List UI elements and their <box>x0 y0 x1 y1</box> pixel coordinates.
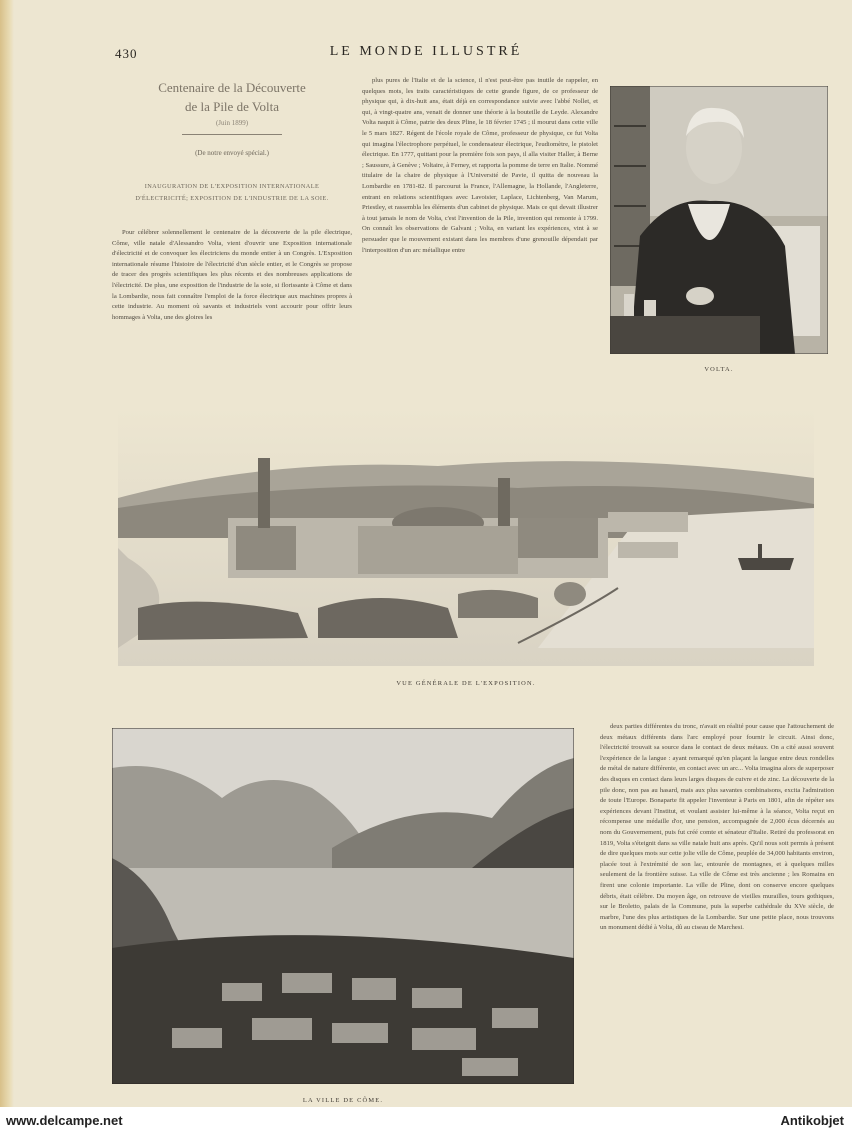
article-subtitle-line1: INAUGURATION DE L'EXPOSITION INTERNATIONALE <box>144 183 320 190</box>
exposition-engraving <box>118 408 814 666</box>
listing-watermark-bar <box>0 1107 852 1131</box>
article-title <box>112 78 352 116</box>
como-view-figure <box>112 728 574 1084</box>
article-correspondent: (De notre envoyé spécial.) <box>195 149 269 157</box>
article-subtitle-line2: D'ÉLECTRICITÉ; EXPOSITION DE L'INDUSTRIE DE LA SOIE. <box>135 195 329 202</box>
page-binding-edge <box>0 0 14 1131</box>
article-column-3 <box>600 722 834 1092</box>
article-column-2 <box>362 76 598 378</box>
como-caption: LA VILLE DE CÔME. <box>302 1097 384 1104</box>
volta-portrait-figure <box>610 86 828 354</box>
column-2-text: plus pures de l'Italie et de la science, il n'est peut-être pas inutile de rappeler, en quelques mots, les traits caractéristiques de cette grande figure, de ce professeur de physique qui, à dix-huit ans, était déjà en correspondance suivie avec l'abbé Nollet, et qui, à vingt-quatre ans, venait de donner une théorie à la bouteille de Leyde. Alexandre Volta naquit à Côme, patrie des deux Pline, le 18 février 1745 ; il mourut dans cette ville le 5 mars 1827. Régent de l'école royale de Côme, professeur de physique, ce fut Volta qui imagina l'électrophore perpétuel, le condensateur électrique, l'eudiomètre, le pistolet électrique. En 1777, quittant pour la première fois son pays, il alla visiter Haller, à Berne ; Saussure, à Genève ; Voltaire, à Ferney, et rapporta la pomme de terre en Italie. Nommé titulaire de la chaire de physique à l'Université de Pavie, il quitta de nouveau la Lombardie en 1781-82. Il parcourut la France, l'Allemagne, la Hollande, l'Angleterre, entrant en relations scientifiques avec Lavoisier, Laplace, Lichtenberg, Van Marum, Priestley, et rassembla les éléments d'un cabinet de physique. Mais ce qui devait illustrer à tout jamais le nom de Volta, c'est l'invention de la Pile, invention qui remonte à 1799. On connaît les observations de Galvani ; Volta, en variant les expériences, vint à se persuader que le mouvement existant dans les membres d'une grenouille dépendait par l'interposition d'un arc métallique entre <box>362 77 598 254</box>
exposition-view-figure <box>118 408 814 666</box>
column-3-text: deux parties différentes du tronc, n'avait en réalité pour cause que l'attouchement de deux métaux différents dans l'arc employé pour fournir le circuit. Ainsi donc, l'électricité trouvait sa source dans le contact de deux métaux. On a cité aussi souvent l'expérience de la langue : ayant remarqué qu'en plaçant la langue entre deux rondelles de métal de nature différente, en contact avec un arc... Volta imagina alors de superposer des disques en contact dans leurs larges disques de cuivre et de zinc. La découverte de la pile donc, non pas au hasard, mais aux plus savantes combinaisons, excita l'admiration de toute l'Europe. Bonaparte fit appeler l'inventeur à Paris en 1801, afin de répéter ses expériences devant l'Institut, et voulant assister lui-même à la séance, Volta reçut en récompense une médaille d'or, une pension, accompagnée de 2,000 écus décernés au nom du Gouvernement, puis fut créé comte et sénateur d'Italie. Retiré du professorat en 1819, Volta s'éteignit dans sa ville natale huit ans après. Qu'il nous soit permis à présent de dire quelques mots sur cette jolie ville de Côme, peuplée de 34,000 habitants environ, placée tout à l'extrémité de son lac, entourée de montagnes, et à quelques milles seulement de la frontière suisse. La ville de Côme est très ancienne ; les Romains en firent une colonie importante. La ville de Pline, dont on conserve encore quelques débris, était célèbre. Du moyen âge, on retrouve de vieilles murailles, tours gothiques, sur le Broletto, palais de la Commune, puis la superbe cathédrale du XVe siècle, de marbre, l'une des plus artistiques de la Lombardie. Sur une petite place, nous trouvons un monument dédié à Volta, dû au ciseau de Marchesi. <box>600 723 834 932</box>
article-title-line2: de la Pile de Volta <box>184 99 280 114</box>
article-subtitle <box>112 181 352 205</box>
page-number: 430 <box>115 46 138 61</box>
column-1-text: Pour célébrer solennellement le centenaire de la découverte de la pile électrique, Côme, ville natale d'Alessandro Volta, vient d'ouvrir une Exposition internationale d'électricité et de convoquer les électriciens du monde entier à un Congrès. L'Exposition internationale résume l'histoire de l'électricité d'un siècle entier, et le Congrès se propose de tracer des progrès scientifiques les plus récents et des nombreuses applications de l'électricité. De plus, une exposition de l'industrie de la soie, si florissante à Côme et dans la Lombardie, nous fait connaître l'emploi de la force électrique aux machines propres à cette industrie. Au moment où savants et industriels vont accourir pour offrir leurs hommages à Volta, une des gloires les <box>112 229 352 321</box>
heading-rule <box>182 134 282 135</box>
delcampe-watermark: www.delcampe.net <box>6 1113 123 1128</box>
article-date: (Juin 1899) <box>215 119 249 127</box>
como-photograph <box>112 728 574 1084</box>
exposition-caption: VUE GÉNÉRALE DE L'EXPOSITION. <box>396 680 536 687</box>
antikobjet-watermark: Antikobjet <box>780 1113 844 1128</box>
volta-portrait-engraving <box>610 86 828 354</box>
page-header <box>0 42 852 62</box>
journal-title: LE MONDE ILLUSTRÉ <box>329 44 523 59</box>
article-column-1 <box>112 228 352 378</box>
portrait-caption: VOLTA. <box>704 366 734 373</box>
article-title-line1: Centenaire de la Découverte <box>158 80 306 95</box>
